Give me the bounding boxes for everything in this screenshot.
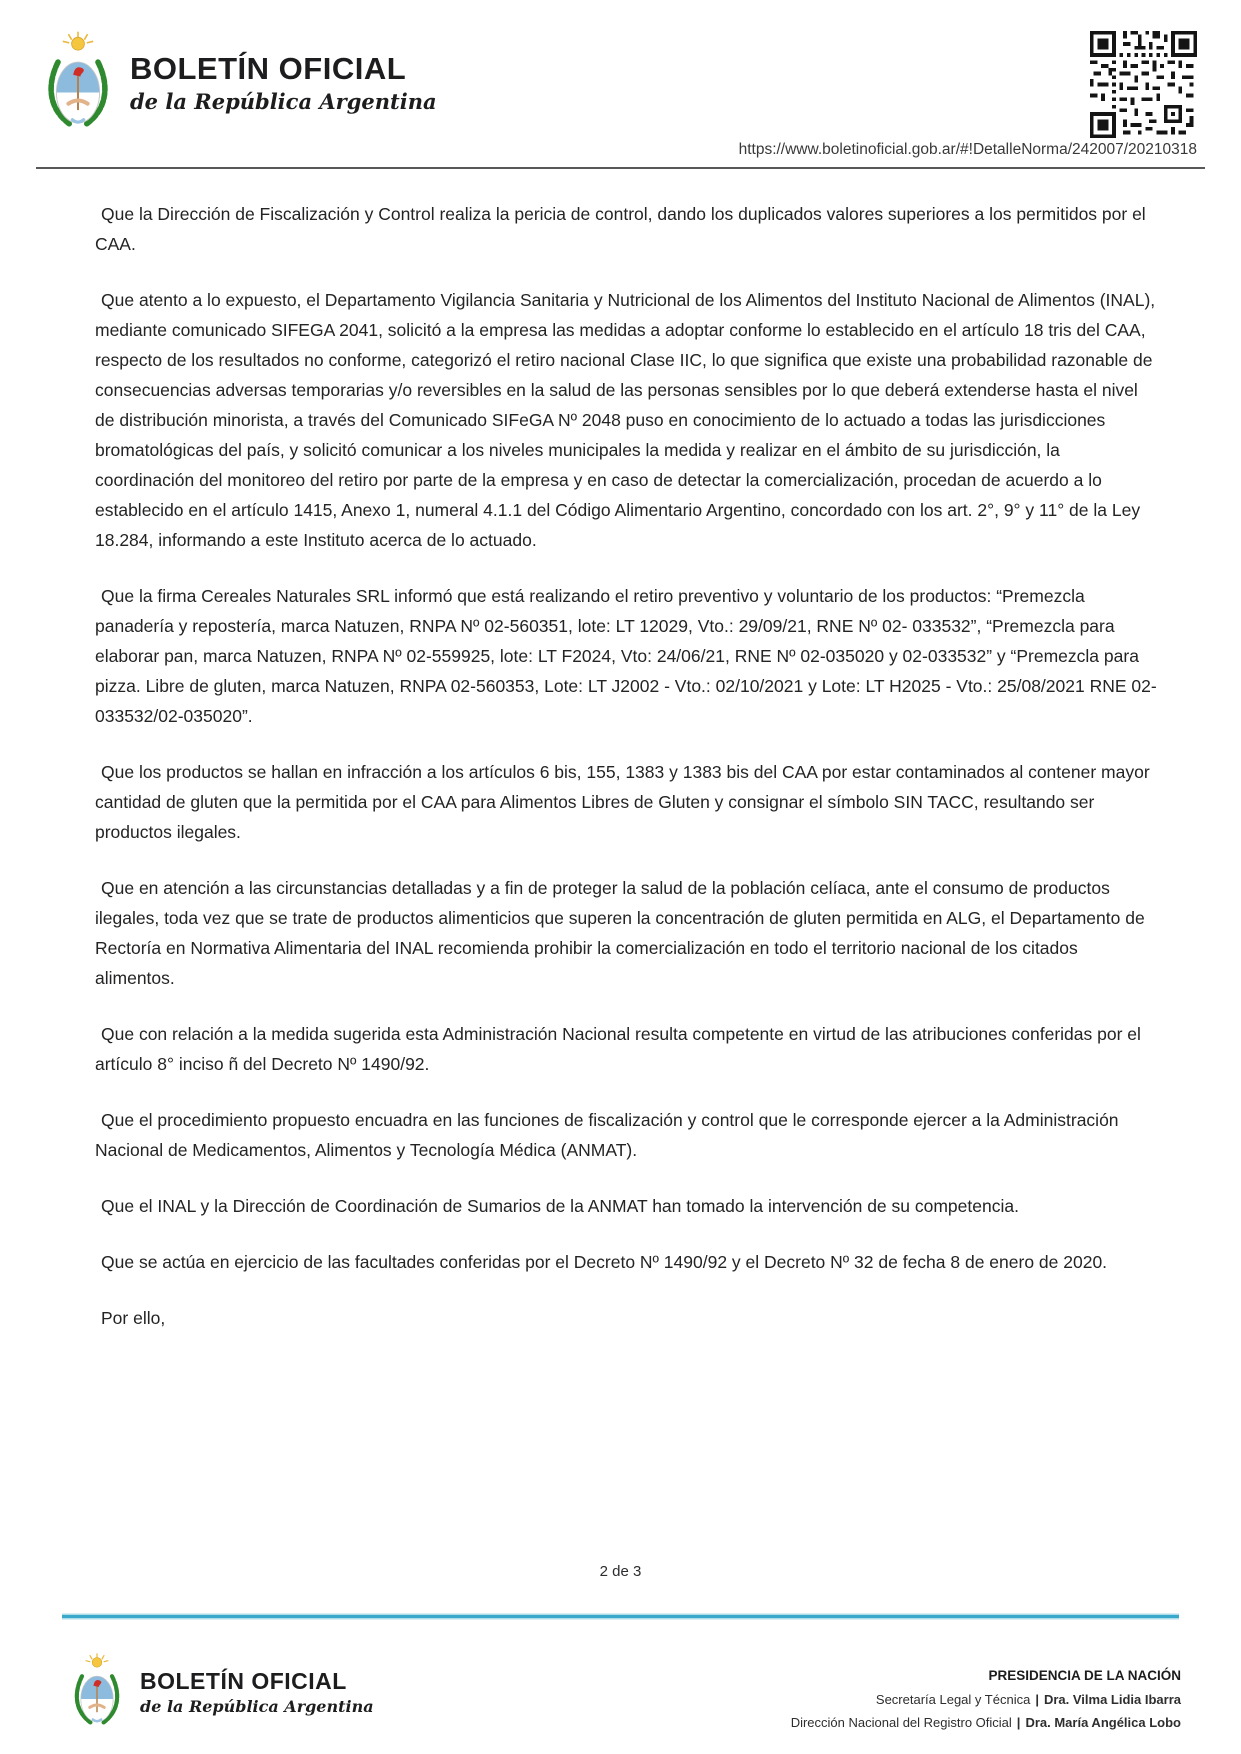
footer-officials: [791, 1668, 1181, 1738]
paragraph: Que la firma Cereales Naturales SRL informó que está realizando el retiro preventivo y voluntario de los productos: “Premezcla panadería y repostería, marca Natuzen, RNPA Nº 02-560351, lote: LT 12029, Vto.: 29/09/21, RNE Nº 02- 033532”, “Premezcla para elaborar pan, marca Natuzen, RNPA Nº 02-559925, lote: LT F2024, Vto: 24/06/21, RNE Nº 02-035020 y 02-033532” y “Premezcla para pizza. Libre de gluten, marca Natuzen, RNPA 02-560353, Lote: LT J2002 - Vto.: 02/10/2021 y Lote: LT H2025 - Vto.: 25/08/2021 RNE 02-033532/02-035020”.: [95, 586, 1157, 726]
argentina-coat-of-arms-icon: [70, 1652, 124, 1733]
qr-code-icon: [1090, 31, 1197, 138]
paragraph: Que en atención a las circunstancias detalladas y a fin de proteger la salud de la población celíaca, ante el consumo de productos ilegales, toda vez que se trate de productos alimenticios que superen la concentración de gluten permitida en ALG, el Departamento de Rectoría en Normativa Alimentaria del INAL recomienda prohibir la comercialización en todo el territorio nacional de los citados alimentos.: [95, 878, 1145, 988]
footer-divider: [62, 1615, 1179, 1618]
header-divider: [36, 167, 1205, 169]
document-body: [95, 199, 1158, 1359]
paragraph: Que atento a lo expuesto, el Departamento Vigilancia Sanitaria y Nutricional de los Alimentos del Instituto Nacional de Alimentos (INAL), mediante comunicado SIFEGA 2041, solicitó a la empresa las medidas a adoptar conforme lo establecido en el artículo 18 tris del CAA, respecto de los resultados no conforme, categorizó el retiro nacional Clase IIC, lo que significa que existe una probabilidad razonable de consecuencias adversas temporarias y/o reversibles en la salud de las personas sensibles por lo que deberá extenderse hasta el nivel de distribución minorista, a través del Comunicado SIFeGA Nº 2048 puso en conocimiento de lo actuado a todas las jurisdicciones bromatológicas del país, y solicitó comunicar a los niveles municipales la medida y realizar en el ámbito de su jurisdicción, la coordinación del monitoreo del retiro por parte de la empresa y en caso de detectar la comercialización, procedan de acuerdo a lo establecido en el artículo 1415, Anexo 1, numeral 4.1.1 del Código Alimentario Argentino, concordado con los art. 2°, 9° y 11° de la Ley 18.284, informando a este Instituto acerca de lo actuado.: [95, 290, 1156, 550]
paragraph: Que se actúa en ejercicio de las facultades conferidas por el Decreto Nº 1490/92 y el Decreto Nº 32 de fecha 8 de enero de 2020.: [101, 1252, 1108, 1272]
official-line: [791, 1692, 1181, 1707]
separator: |: [1016, 1715, 1021, 1730]
footer-boletin-oficial-logo: [70, 1652, 374, 1733]
official-line: [791, 1715, 1181, 1730]
paragraph: Que la Dirección de Fiscalización y Control realiza la pericia de control, dando los duplicados valores superiores a los permitidos por el CAA.: [95, 204, 1146, 254]
paragraph: Que el INAL y la Dirección de Coordinación de Sumarios de la ANMAT han tomado la intervención de su competencia.: [101, 1196, 1019, 1216]
argentina-coat-of-arms-icon: [42, 30, 114, 136]
office-label: Secretaría Legal y Técnica: [875, 1692, 1031, 1707]
footer-brand-title: BOLETÍN OFICIAL: [140, 1668, 347, 1695]
office-label: Dirección Nacional del Registro Oficial: [790, 1715, 1012, 1730]
page-number: 2 de 3: [599, 1563, 642, 1580]
presidency-label: PRESIDENCIA DE LA NACIÓN: [988, 1668, 1181, 1683]
official-name: Dra. Vilma Lidia Ibarra: [1043, 1692, 1181, 1707]
separator: |: [1035, 1692, 1039, 1707]
norm-detail-url[interactable]: https://www.boletinoficial.gob.ar/#!DetalleNorma/242007/20210318: [738, 141, 1197, 158]
official-name: Dra. María Angélica Lobo: [1025, 1715, 1181, 1730]
paragraph: Que con relación a la medida sugerida esta Administración Nacional resulta competente en virtud de las atribuciones conferidas por el artículo 8° inciso ñ del Decreto Nº 1490/92.: [95, 1024, 1141, 1074]
paragraph: Que el procedimiento propuesto encuadra en las funciones de fiscalización y control que le corresponde ejercer a la Administración Nacional de Medicamentos, Alimentos y Tecnología Médica (ANMAT).: [95, 1110, 1119, 1160]
footer-brand-tagline: de la República Argentina: [140, 1696, 374, 1716]
paragraph: Que los productos se hallan en infracción a los artículos 6 bis, 155, 1383 y 1383 bis del CAA por estar contaminados al contener mayor cantidad de gluten que la permitida por el CAA para Alimentos Libres de Gluten y consignar el símbolo SIN TACC, resultando ser productos ilegales.: [95, 762, 1150, 842]
brand-tagline: de la República Argentina: [130, 88, 437, 114]
boletin-oficial-logo: [42, 30, 437, 136]
paragraph-por-ello: Por ello,: [101, 1308, 166, 1328]
brand-title: BOLETÍN OFICIAL: [130, 51, 407, 87]
